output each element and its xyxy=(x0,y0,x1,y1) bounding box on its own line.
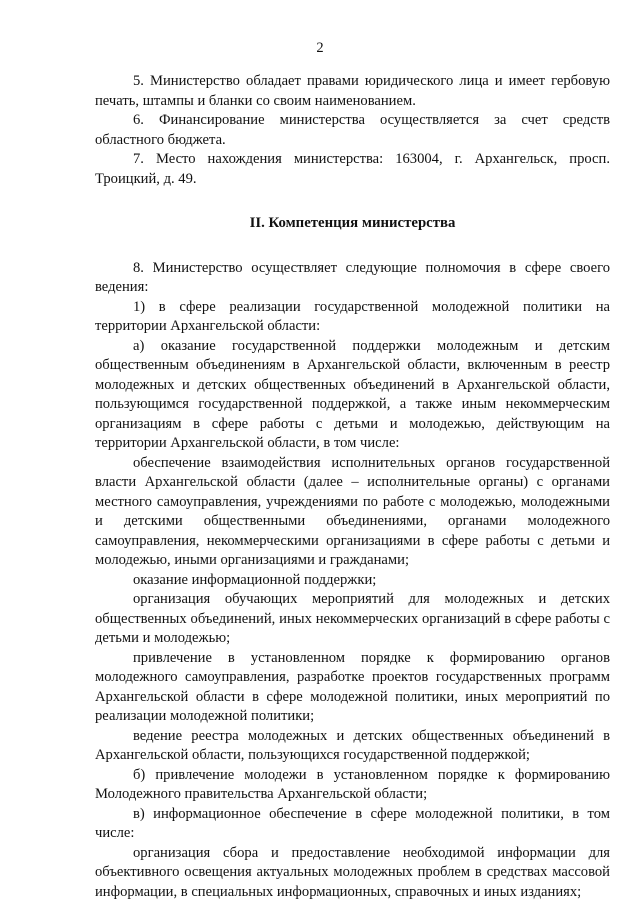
paragraph-7: 7. Место нахождения министерства: 163004, г. Архангельск, просп. Троицкий, д. 49. xyxy=(95,151,610,187)
list-item-training: организация обучающих мероприятий для молодежных и детских общественных объединений, иных некоммерческих организаций в сфере работы с детьми и молодежью; xyxy=(95,591,610,646)
section-heading: II. Компетенция министерства xyxy=(249,215,456,231)
document-body xyxy=(95,72,610,902)
paragraph-6: 6. Финансирование министерства осуществляется за счет средств областного бюджета. xyxy=(95,112,610,148)
list-item-media: организация сбора и предоставление необходимой информации для объективного освещения актуальных молодежных проблем в средствах массовой информации, в специальных информационных, справочных и иных изданиях; xyxy=(95,844,610,900)
subitem-b: б) привлечение молодежи в установленном порядке к формированию Молодежного правительства Архангельской области; xyxy=(95,766,610,802)
subitem-1: 1) в сфере реализации государственной молодежной политики на территории Архангельской области: xyxy=(95,298,610,334)
list-item-registry: ведение реестра молодежных и детских общественных объединений в Архангельской области, пользующихся государственной поддержкой; xyxy=(95,727,610,763)
list-item-interaction: обеспечение взаимодействия исполнительных органов государственной власти Архангельской области (далее – исполнительные органы) с органами местного самоуправления, учреждениями по работе с молодежью, молодежными и детскими общественными объединениями, органами молодежного самоуправления, некоммерческими организациями в сфере работы с детьми и молодежью, иными организациями и гражданами; xyxy=(95,454,610,568)
paragraph-8: 8. Министерство осуществляет следующие полномочия в сфере своего ведения: xyxy=(95,259,610,295)
list-item-info-support: оказание информационной поддержки; xyxy=(133,571,377,588)
subitem-v: в) информационное обеспечение в сфере молодежной политики, в том числе: xyxy=(95,805,610,841)
paragraph-5: 5. Министерство обладает правами юридического лица и имеет гербовую печать, штампы и бланки со своим наименованием. xyxy=(95,73,610,109)
subitem-a: а) оказание государственной поддержки молодежным и детским общественным объединениям в Архангельской области, включенным в реестр молодежных и детских общественных объединений в Архангельской области, пользующимся государственной поддержкой, а также иным некоммерческим организациям в сфере работы с детьми и молодежью, действующим на территории Архангельской области, в том числе: xyxy=(95,337,610,451)
page-number: 2 xyxy=(316,40,324,56)
list-item-engagement: привлечение в установленном порядке к формированию органов молодежного самоуправления, разработке проектов государственных программ Архангельской области в сфере молодежной политики, иных мероприятий по реализации молодежной политики; xyxy=(95,649,610,724)
